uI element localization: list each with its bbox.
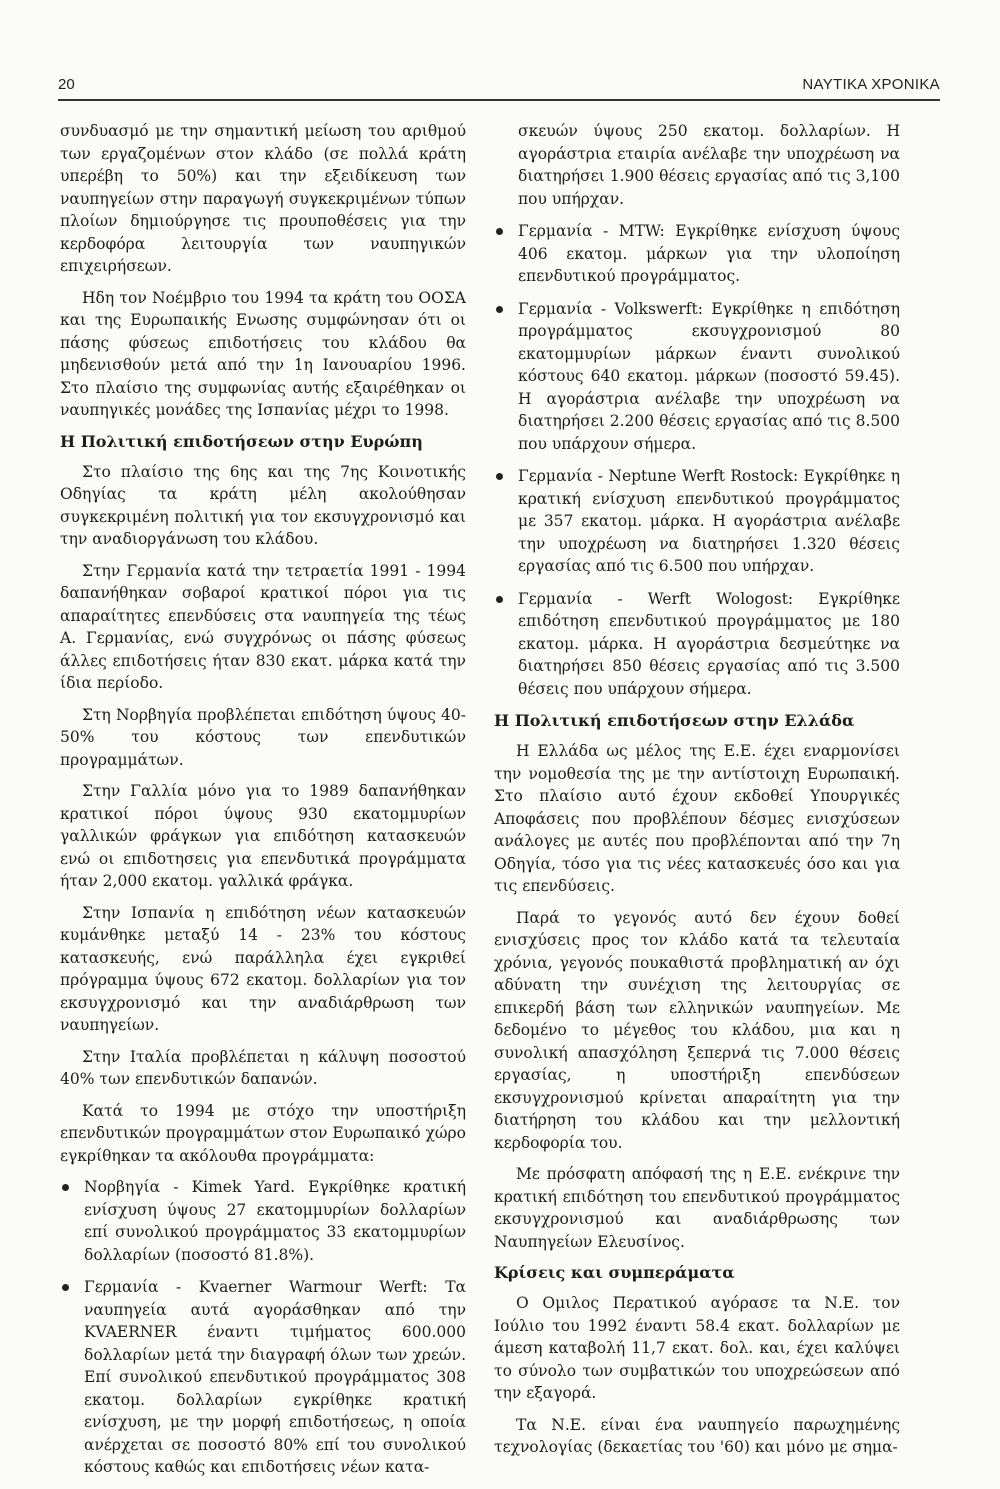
list-item [494,220,900,288]
paragraph: Η Ελλάδα ως μέλος της Ε.Ε. έχει εναρμονίσει την νομοθεσία της με την αντίστοιχη Ευρωπαική. Στο πλαίσιο αυτό έχουν εκδοθεί Υπουργικές Αποφάσεις που προβλέπουν δέσμες ενισχύσεων ανάλογες με αυτές που προβλέπονται από την 7η Οδηγία, τόσο για τις νέες κατασκευές όσο και για τις επενδύσεις. [494,742,900,895]
paragraph: Ηδη τον Νοέμβριο του 1994 τα κράτη του ΟΟΣΑ και της Ευρωπαικής Ενωσης συμφώνησαν ότι οι πάσης φύσεως επιδοτήσεις του κλάδου θα μηδενισθούν μετά από την 1η Ιανουαρίου 1996. Στο πλαίσιο της συμφωνίας αυτής εξαιρέθηκαν οι ναυπηγικές μονάδες της Ισπανίας μέχρι το 1998. [60,288,466,419]
page-number: 20 [58,76,75,93]
paragraph: Στο πλαίσιο της 6ης και της 7ης Κοινοτικής Οδηγίας τα κράτη μέλη ακολούθησαν συγκεκριμένη πολιτική για τον εκσυγχρονισμό και την αναδιοργάνωση του κλάδου. [60,462,466,548]
list-item-text: Γερμανία - Neptune Werft Rostock: Εγκρίθηκε η κρατική ενίσχυση επενδυτικού προγράμματος με 357 εκατομ. μάρκα. Η αγοράστρια ανέλαβε την υποχρέωση να διατηρήσει 1.320 θέσεις εργασίας από τις 6.500 που υπήρχαν. [518,467,900,575]
paragraph: Στην Ισπανία η επιδότηση νέων κατασκευών κυμάνθηκε μεταξύ 14 - 23% του κόστους κατασκευής, ενώ παράλληλα έχει εγκριθεί πρόγραμμα ύψους 672 εκατομ. δολλαρίων για τον εκσυγχρονισμό και την αναδιάρθρωση των ναυπηγείων. [60,903,466,1034]
bullet-icon [496,228,503,235]
bullet-list [60,1176,466,1479]
list-item [494,465,900,578]
bullet-list-continued [494,120,900,700]
running-header [58,76,940,98]
paragraph: Στην Γαλλία μόνο για το 1989 δαπανήθηκαν κρατικοί πόροι ύψους 930 εκατομμυρίων γαλλικών φράγκων για επιδότηση κατασκευών ενώ οι επιδοτησεις για επενδυτικά προγράμματα ήταν 2,000 εκατομ. γαλλικά φράγκα. [60,782,466,890]
paragraph: Με πρόσφατη απόφασή της η Ε.Ε. ενέκρινε την κρατική επιδότηση του επενδυτικού προγράμματος εκσυγχρονισμού και αναδιάρθρωσης των Ναυπηγείων Ελευσίνος. [494,1165,900,1251]
list-item-text: Γερμανία - Kvaerner Warmour Werft: Τα ναυπηγεία αυτά αγοράσθηκαν από την KVAERNER έναντι τιμήματος 600.000 δολλαρίων μετά την διαγραφή όλων των χρεών. Επί συνολικού επενδυτικού προγράμματος 308 εκατομ. δολλαρίων εγκρίθηκε κρατική ενίσχυση, με την μορφή επιδοτήσεως, η οποία ανέρχεται σε ποσοστό 80% επί του συνολικού κόστους καθώς και επιδοτήσεις νέων κατα- [84,1278,466,1476]
paragraph: συνδυασμό με την σημαντική μείωση του αριθμού των εργαζομένων στον κλάδο (σε πολλά κράτη υπερέβη το 50%) και την εξειδίκευση των ναυπηγείων στην παραγωγή συγκεκριμένων τύπων πλοίων δημιούργησε τις προυποθέσεις για την κερδοφόρα λειτουργία των ναυπηγικών επιχειρήσεων. [60,122,466,275]
paragraph: Στην Γερμανία κατά την τετραετία 1991 - 1994 δαπανήθηκαν σοβαροί κρατικοί πόροι για τις απαραίτητες επενδύσεις στα ναυπηγεία της τέως Α. Γερμανίας, ενώ συγχρόνως οι πάσης φύσεως άλλες επιδοτήσεις ήταν 830 εκατ. μάρκα κατά την ίδια περίοδο. [60,561,466,692]
list-item-text: σκευών ύψους 250 εκατομ. δολλαρίων. Η αγοράστρια εταιρία ανέλαβε την υποχρέωση να διατηρήσει 1.900 θέσεις εργασίας από τις 3,100 που υπήρχαν. [518,122,900,208]
right-column [494,120,900,1468]
header-rule [58,99,940,101]
section-heading: Η Πολιτική επιδοτήσεων στην Ευρώπη [60,431,423,451]
list-item [60,1276,466,1479]
list-item [60,1176,466,1266]
list-item-text: Γερμανία - Volkswerft: Εγκρίθηκε η επιδότηση προγράμματος εκσυγχρονισμού 80 εκατομμυρίων μάρκων έναντι συνολικού κόστους 640 εκατομ. μάρκων (ποσοστό 59.45). Η αγοράστρια ανέλαβε την υποχρέωση να διατηρήσει 2.200 θέσεις εργασίας από τις 8.500 που υπάρχουν σήμερα. [518,299,900,453]
list-item [494,588,900,701]
list-item-text: Γερμανία - Werft Wologost: Εγκρίθηκε επιδότηση επενδυτικού προγράμματος με 180 εκατομ. μάρκα. Η αγοράστρια δεσμεύτηκε να διατηρήσει 850 θέσεις εργασίας από τις 3.500 θέσεις που υπάρχουν σήμερα. [518,589,900,698]
left-column [60,120,466,1489]
bullet-icon [62,1184,69,1191]
paragraph: Παρά το γεγονός αυτό δεν έχουν δοθεί ενισχύσεις προς τον κλάδο κατά τα τελευταία χρόνια, γεγονός πουκαθιστά προβληματική αν όχι αδύνατη την συνέχιση της λειτουργίας σε επικερδή βάση των ελληνικών ναυπηγείων. Με δεδομένο το μέγεθος του κλάδου, μια και η συνολική απασχόληση ξεπερνά τις 7.000 θέσεις εργασίας, η υποστήριξη επενδύσεων εκσυγχρονισμού κρίνεται απαραίτητη για την διατήρηση του κλάδου και την μελλοντική κερδοφορία του. [494,908,900,1152]
paragraph: Στη Νορβηγία προβλέπεται επιδότηση ύψους 40-50% του κόστους των επενδυτικών προγραμμάτων. [60,705,466,769]
list-item-text: Νορβηγία - Kimek Yard. Εγκρίθηκε κρατική ενίσχυση ύψους 27 εκατομμυρίων δολλαρίων επί συνολικού προγράμματος 33 εκατομμυρίων δολλαρίων (ποσοστό 81.8%). [84,1178,466,1264]
section-heading: Η Πολιτική επιδοτήσεων στην Ελλάδα [494,711,855,730]
list-item-text: Γερμανία - MTW: Εγκρίθηκε ενίσχυση ύψους 406 εκατομ. μάρκων για την υλοποίηση επενδυτικού προγράμματος. [518,222,900,285]
list-item [494,298,900,456]
paragraph: Στην Ιταλία προβλέπεται η κάλυψη ποσοστού 40% των επενδυτικών δαπανών. [60,1047,466,1088]
magazine-title: ΝΑΥΤΙΚΑ ΧΡΟΝΙΚΑ [802,76,940,93]
list-item-continued [494,120,900,210]
paragraph: Κατά το 1994 με στόχο την υποστήριξη επενδυτικών προγραμμάτων στον Ευρωπαικό χώρο εγκρίθηκαν τα ακόλουθα προγράμματα: [60,1101,466,1165]
paragraph: Τα Ν.Ε. είναι ένα ναυπηγείο παρωχημένης τεχνολογίας (δεκαετίας του '60) και μόνο με σημα- [494,1415,900,1456]
section-heading: Κρίσεις και συμπεράματα [494,1263,735,1282]
bullet-icon [496,596,503,603]
bullet-icon [496,306,503,313]
bullet-icon [62,1284,69,1291]
paragraph: Ο Ομιλος Περατικού αγόρασε τα Ν.Ε. τον Ιούλιο του 1992 έναντι 58.4 εκατ. δολλαρίων με άμεση καταβολή 11,7 εκατ. δολ. και, έχει καλύψει το σύνολο των συμβατικών του υποχρεώσεων από την εξαγορά. [494,1294,900,1402]
bullet-icon [496,473,503,480]
